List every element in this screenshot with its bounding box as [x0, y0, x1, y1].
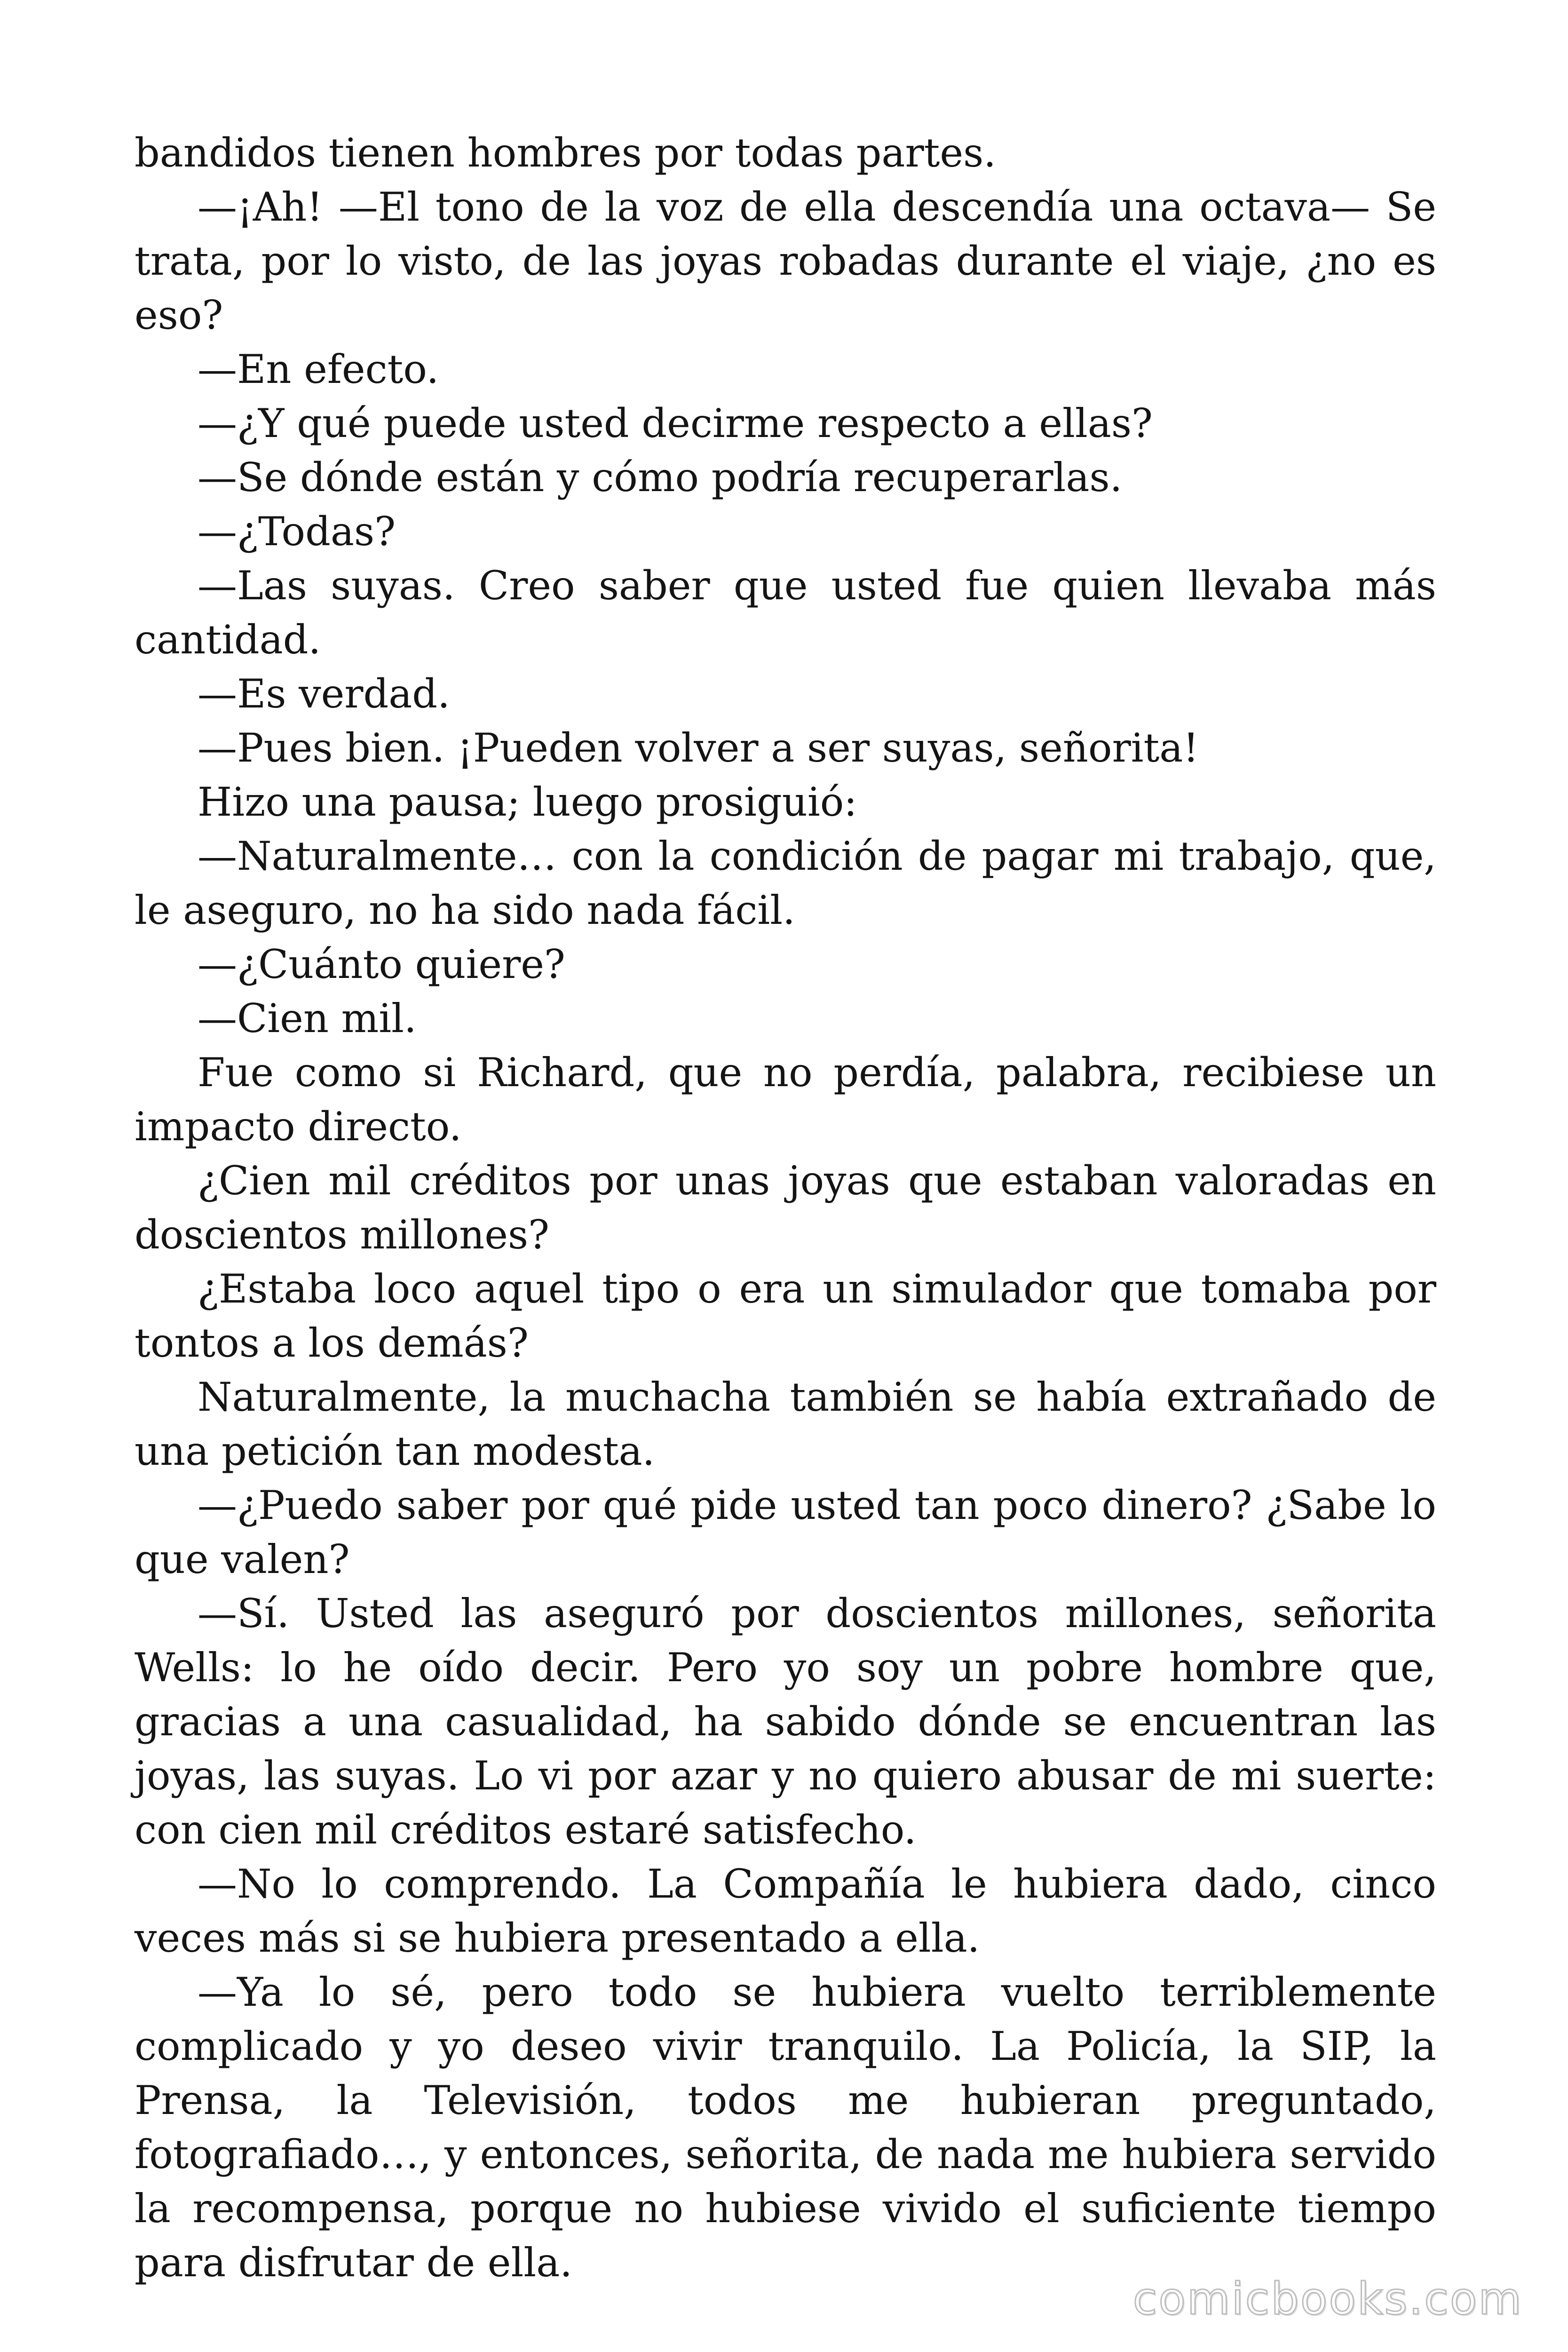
paragraph: —¿Puedo saber por qué pide usted tan poco dinero? ¿Sabe lo que valen? [135, 1482, 1436, 1582]
paragraph: ¿Cien mil créditos por unas joyas que estaban valoradas en doscientos millones? [135, 1158, 1436, 1258]
paragraph: Fue como si Richard, que no perdía, palabra, recibiese un impacto directo. [135, 1049, 1436, 1150]
paragraph: —¿Y qué puede usted decirme respecto a ellas? [198, 400, 1153, 446]
paragraph: —Pues bien. ¡Pueden volver a ser suyas, señorita! [198, 725, 1199, 771]
paragraph: —¿Cuánto quiere? [198, 941, 565, 987]
paragraph: —Se dónde están y cómo podría recuperarlas. [198, 454, 1123, 501]
paragraph: Hizo una pausa; luego prosiguió: [198, 779, 857, 825]
book-page-text [135, 126, 1436, 2290]
paragraph: ¿Estaba loco aquel tipo o era un simulador que tomaba por tontos a los demás? [135, 1266, 1436, 1366]
paragraph: —Cien mil. [198, 995, 417, 1041]
paragraph: —Sí. Usted las aseguró por doscientos millones, señorita Wells: lo he oído decir. Pero yo soy un pobre hombre que, gracias a una casualidad, ha sabido dónde se encuentran las joyas, las suyas. Lo vi por azar y no quiero abusar de mi suerte: con cien mil créditos estaré satisfecho. [135, 1590, 1436, 1853]
paragraph: —Naturalmente… con la condición de pagar mi trabajo, que, le aseguro, no ha sido nada fácil. [135, 833, 1436, 933]
paragraph: —Es verdad. [198, 671, 450, 717]
paragraph: bandidos tienen hombres por todas partes. [135, 130, 996, 176]
paragraph: —En efecto. [198, 346, 439, 392]
paragraph: —Las suyas. Creo saber que usted fue quien llevaba más cantidad. [135, 563, 1436, 663]
paragraph: —¡Ah! —El tono de la voz de ella descendía una octava— Se trata, por lo visto, de las joyas robadas durante el viaje, ¿no es eso? [135, 184, 1436, 338]
paragraph: Naturalmente, la muchacha también se había extrañado de una petición tan modesta. [135, 1374, 1436, 1474]
paragraph: —No lo comprendo. La Compañía le hubiera dado, cinco veces más si se hubiera presentado a ella. [135, 1861, 1436, 1961]
paragraph: —Ya lo sé, pero todo se hubiera vuelto terriblemente complicado y yo deseo vivir tranquilo. La Policía, la SIP, la Prensa, la Televisión, todos me hubieran preguntado, fotografiado…, y entonces, señorita, de nada me hubiera servido la recompensa, porque no hubiese vivido el suficiente tiempo para disfrutar de ella. [135, 1969, 1436, 2286]
paragraph: —¿Todas? [198, 509, 396, 555]
watermark-text: comicbooks.com [1132, 2273, 1523, 2325]
